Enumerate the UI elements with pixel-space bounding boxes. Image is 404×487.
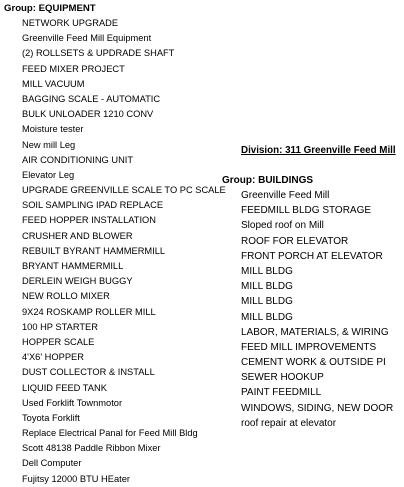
- equipment-item: Scott 48138 Paddle Ribbon Mixer: [22, 443, 161, 454]
- building-item: roof repair at elevator: [241, 417, 337, 429]
- equipment-item: (2) ROLLSETS & UPDRADE SHAFT: [22, 48, 175, 59]
- equipment-item: BAGGING SCALE - AUTOMATIC: [22, 93, 161, 104]
- equipment-item: New mill Leg: [22, 139, 76, 150]
- building-item: LABOR, MATERIALS, & WIRING: [241, 326, 389, 338]
- equipment-item: HOPPER SCALE: [22, 336, 95, 347]
- building-item: CEMENT WORK & OUTSIDE PI: [241, 357, 386, 369]
- building-item: MILL BLDG: [241, 296, 293, 308]
- equipment-list: [22, 16, 226, 487]
- equipment-item: FEED HOPPER INSTALLATION: [22, 215, 156, 226]
- equipment-item: 4'X6' HOPPER: [22, 352, 84, 363]
- building-item: ROOF FOR ELEVATOR: [241, 235, 349, 247]
- building-item: PAINT FEEDMILL: [241, 387, 322, 399]
- building-item: SEWER HOOKUP: [241, 372, 324, 384]
- equipment-item: Elevator Leg: [22, 169, 75, 180]
- equipment-item: 100 HP STARTER: [22, 321, 98, 332]
- equipment-item: LIQUID FEED TANK: [22, 382, 107, 393]
- building-item: MILL BLDG: [241, 281, 293, 293]
- equipment-item: Fujitsy 12000 BTU HEater: [22, 473, 130, 484]
- equipment-item: REBUILT BYRANT HAMMERMILL: [22, 245, 166, 256]
- building-item: MILL BLDG: [241, 311, 293, 323]
- equipment-item: FEED MIXER PROJECT: [22, 63, 125, 74]
- building-item: Greenville Feed Mill: [241, 190, 330, 201]
- equipment-item: DERLEIN WEIGH BUGGY: [22, 276, 133, 287]
- buildings-group-heading: Group: BUILDINGS: [222, 175, 314, 186]
- equipment-item: SOIL SAMPLING IPAD REPLACE: [22, 200, 164, 211]
- buildings-list: [241, 188, 393, 431]
- equipment-item: AIR CONDITIONING UNIT: [22, 154, 134, 165]
- equipment-item: MILL VACUUM: [22, 78, 85, 89]
- equipment-item: NEW ROLLO MIXER: [22, 291, 110, 302]
- equipment-item: 9X24 ROSKAMP ROLLER MILL: [22, 306, 156, 317]
- equipment-item: UPGRADE GREENVILLE SCALE TO PC SCALE: [22, 185, 226, 196]
- building-item: FEEDMILL BLDG STORAGE: [241, 205, 372, 217]
- equipment-item: Replace Electrical Panal for Feed Mill Bldg: [22, 428, 198, 439]
- equipment-item: Toyota Forklift: [22, 412, 80, 423]
- equipment-item: Moisture tester: [22, 124, 84, 135]
- equipment-item: Greenville Feed Mill Equipment: [22, 33, 152, 44]
- building-item: FEED MILL IMPROVEMENTS: [241, 341, 377, 353]
- equipment-group-heading: Group: EQUIPMENT: [4, 3, 96, 14]
- equipment-item: CRUSHER AND BLOWER: [22, 230, 133, 241]
- equipment-item: Dell Computer: [22, 458, 82, 469]
- division-heading: Division: 311 Greenville Feed Mill: [241, 145, 396, 156]
- equipment-item: NETWORK UPGRADE: [22, 18, 119, 28]
- building-item: FRONT PORCH AT ELEVATOR: [241, 250, 383, 262]
- building-item: WINDOWS, SIDING, NEW DOOR: [241, 402, 394, 414]
- equipment-item: Used Forklift Townmotor: [22, 397, 123, 408]
- equipment-item: DUST COLLECTOR & INSTALL: [22, 367, 155, 378]
- equipment-item: BULK UNLOADER 1210 CONV: [22, 109, 154, 120]
- building-item: Sloped roof on Mill: [241, 220, 324, 232]
- building-item: MILL BLDG: [241, 265, 293, 277]
- equipment-item: BRYANT HAMMERMILL: [22, 261, 124, 271]
